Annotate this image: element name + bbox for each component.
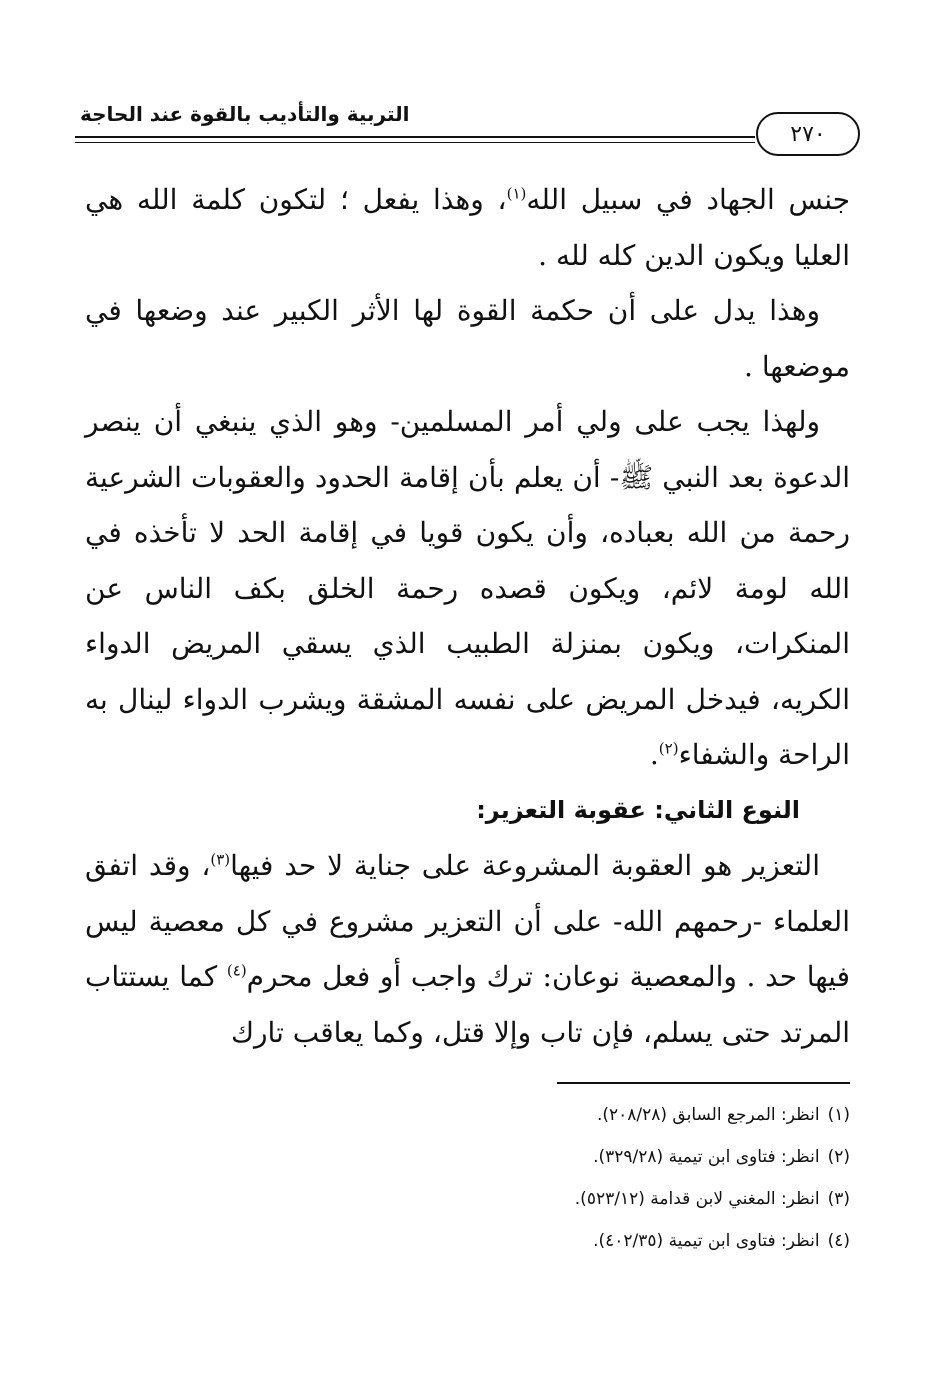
header-rule <box>75 136 755 143</box>
running-title: التربية والتأديب بالقوة عند الحاجة <box>80 102 410 126</box>
footnote-1 <box>450 1094 850 1136</box>
footnote-4 <box>450 1220 850 1262</box>
footnote-3 <box>450 1178 850 1220</box>
main-text <box>85 172 850 1060</box>
footnote-text: انظر: فتاوى ابن تيمية (٤٠٢/٣٥). <box>593 1231 820 1251</box>
footnote-text: انظر: المغني لابن قدامة (٥٢٣/١٢). <box>574 1189 820 1209</box>
paragraph-1-text-a: جنس الجهاد في سبيل الله <box>526 183 850 216</box>
page-number: ٢٧٠ <box>756 112 860 156</box>
footnote-number: (١) <box>827 1105 850 1125</box>
paragraph-4 <box>85 838 850 1060</box>
paragraph-4-text-c: كما يستتاب المرتد حتى يسلم، فإن تاب وإلا قتل، وكما يعاقب تارك <box>85 960 850 1049</box>
footnotes <box>450 1094 850 1262</box>
paragraph-1 <box>85 172 850 283</box>
footnote-number: (٣) <box>827 1189 850 1209</box>
footnote-number: (٤) <box>827 1231 850 1251</box>
footnote-separator <box>557 1082 850 1084</box>
footnote-ref-1: (١) <box>506 184 527 203</box>
paragraph-2: وهذا يدل على أن حكمة القوة لها الأثر الكبير عند وضعها في موضعها . <box>85 294 850 383</box>
footnote-text: انظر: فتاوى ابن تيمية (٣٢٩/٢٨). <box>593 1147 820 1167</box>
paragraph-1-text-b: ، وهذا يفعل ؛ لتكون كلمة الله هي العليا ويكون الدين كله لله . <box>85 183 850 272</box>
footnote-text: انظر: المرجع السابق (٢٠٨/٢٨). <box>596 1105 820 1125</box>
section-heading: النوع الثاني: عقوبة التعزير: <box>476 795 800 824</box>
running-header <box>60 100 860 160</box>
footnote-2 <box>450 1136 850 1178</box>
footnote-ref-4: (٤) <box>226 961 247 980</box>
paragraph-3 <box>85 394 850 783</box>
footnote-ref-2: (٢) <box>658 739 679 758</box>
footnote-ref-3: (٣) <box>210 850 231 869</box>
paragraph-4-text-a: التعزير هو العقوبة المشروعة على جناية لا حد فيها <box>230 849 820 882</box>
paragraph-4-text-b: ، وقد اتفق العلماء -رحمهم الله- على أن التعزير مشروع في كل معصية ليس فيها حد . والمعصية نوعان: ترك واجب أو فعل محرم <box>85 849 850 993</box>
paragraph-3-text-b: . <box>649 738 659 771</box>
footnote-number: (٢) <box>827 1147 850 1167</box>
paragraph-3-text-a: ولهذا يجب على ولي أمر المسلمين- وهو الذي ينبغي أن ينصر الدعوة بعد النبي ﷺ- أن يعلم بأن إقامة الحدود والعقوبات الشرعية رحمة من الله بعباده، وأن يكون قويا في إقامة الحد لا تأخذه في الله لومة لائم، ويكون قصده رحمة الخلق بكف الناس عن المنكرات، ويكون بمنزلة الطبيب الذي يسقي المريض الدواء الكريه، فيدخل المريض على نفسه المشقة ويشرب الدواء لينال به الراحة والشفاء <box>85 405 851 771</box>
